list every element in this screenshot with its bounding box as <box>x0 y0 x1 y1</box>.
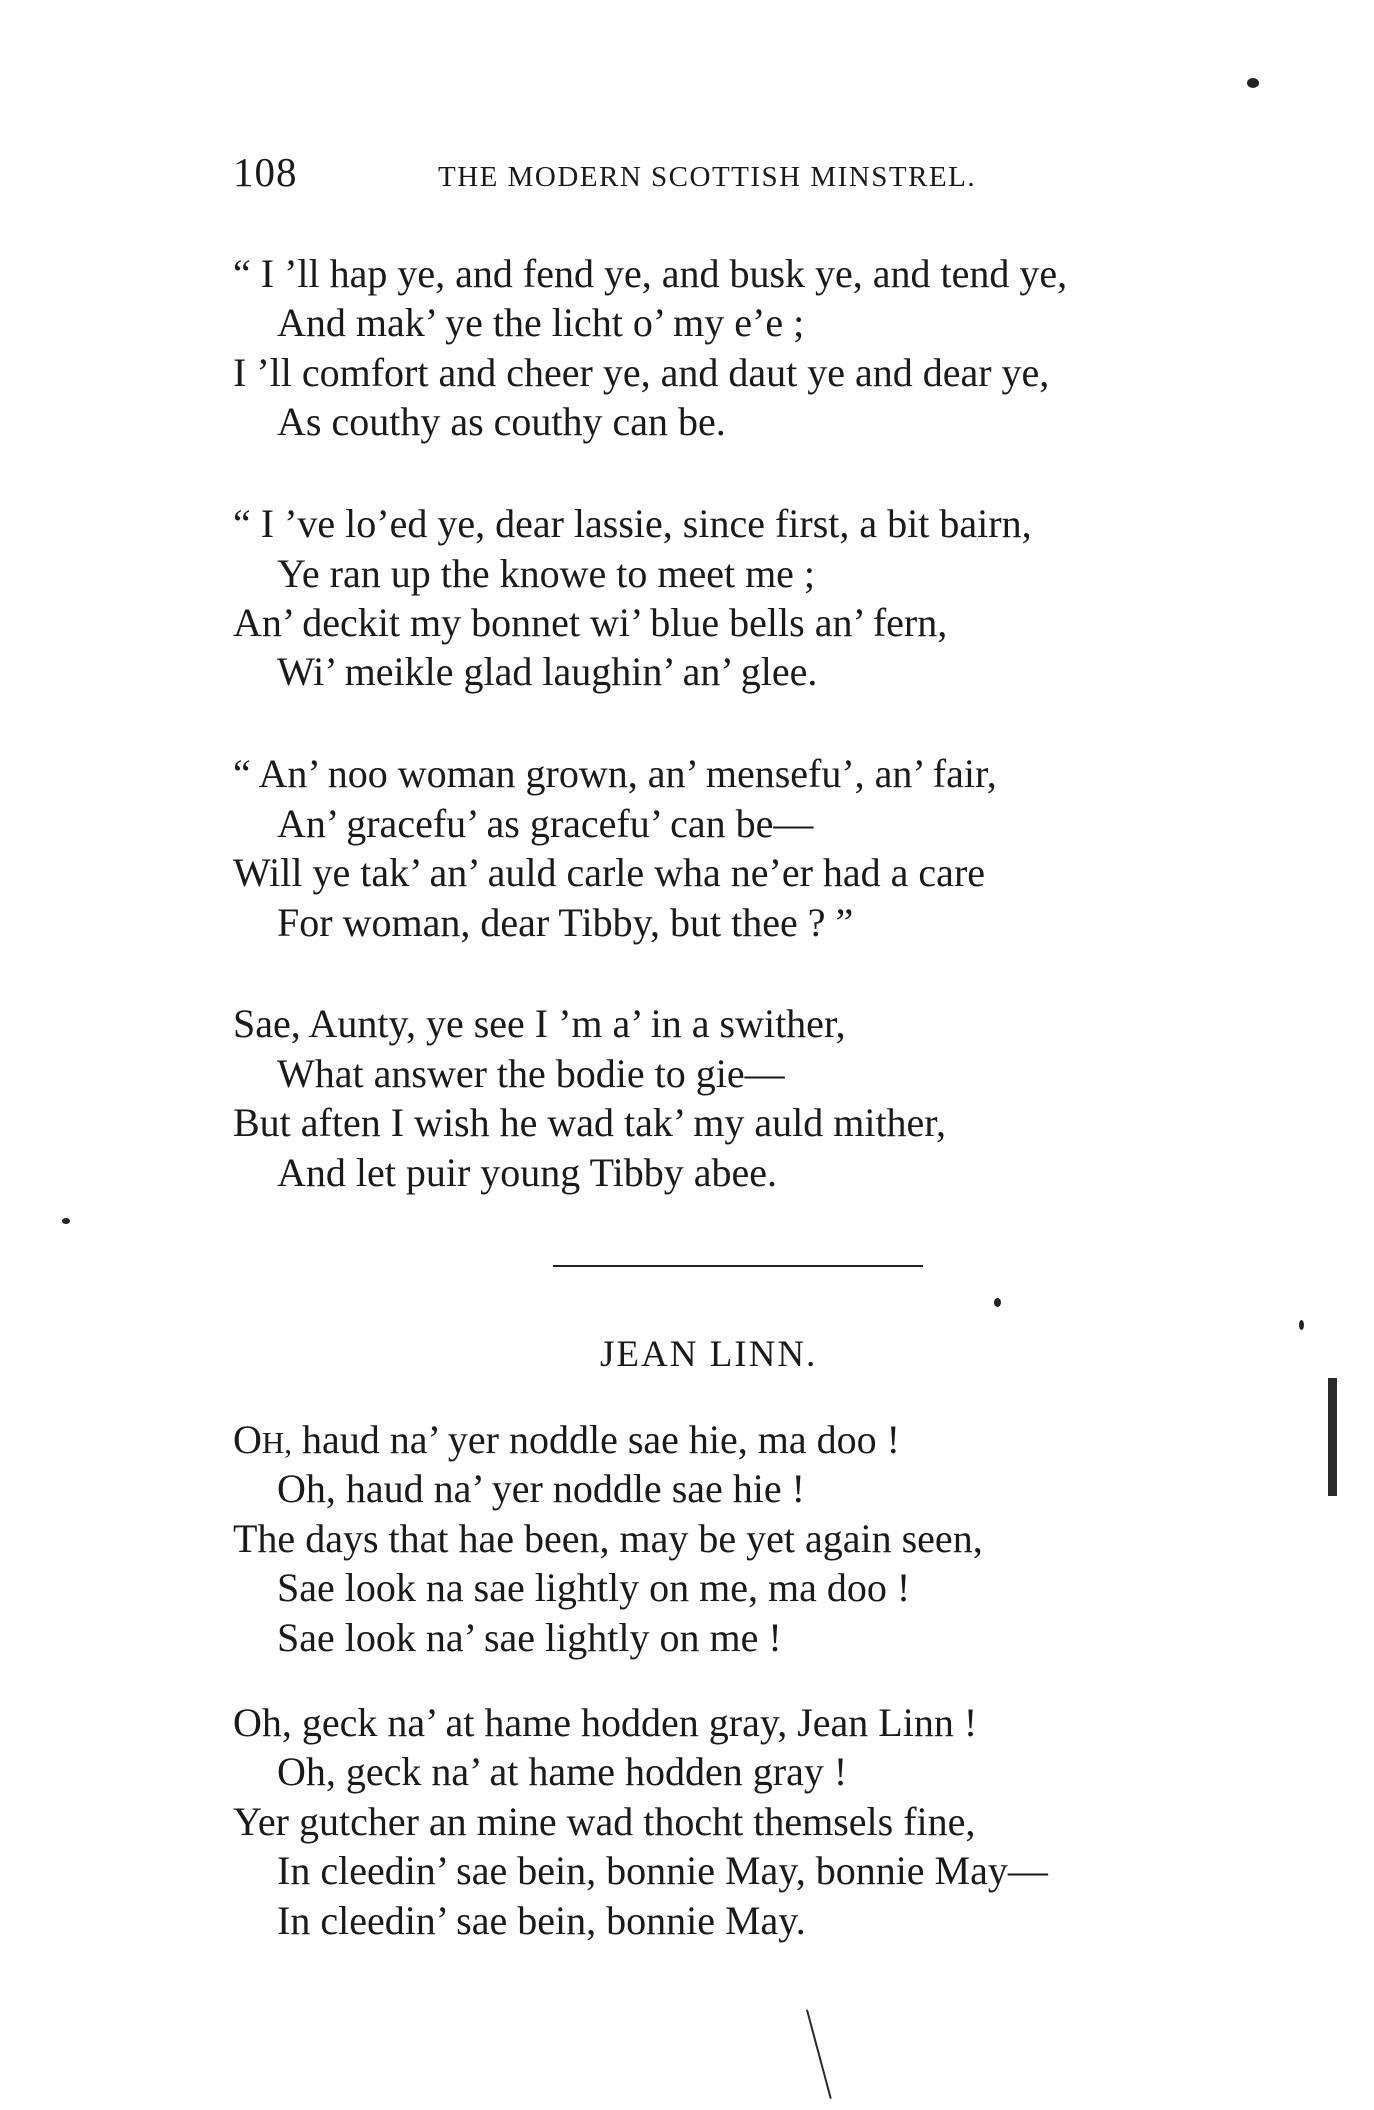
poem-line: For woman, dear Tibby, but thee ? ” <box>277 900 854 945</box>
song-title: JEAN LINN. <box>600 1334 818 1375</box>
page-header <box>233 148 1053 208</box>
poem-line: An’ gracefu’ as gracefu’ can be— <box>277 801 814 846</box>
poem-line: Oh, geck na’ at hame hodden gray ! <box>277 1749 848 1794</box>
small-caps-rest: H, <box>261 1425 293 1460</box>
scan-speck <box>62 1218 70 1224</box>
scan-speck <box>994 1298 1001 1307</box>
poem-line: Wi’ meikle glad laughin’ an’ glee. <box>277 649 818 694</box>
poem-line: Oh, geck na’ at hame hodden gray, Jean Linn ! <box>233 1700 978 1745</box>
poem-line: “ I ’ve lo’ed ye, dear lassie, since first, a bit bairn, <box>233 501 1032 546</box>
poem-line: But aften I wish he wad tak’ my auld mither, <box>233 1100 947 1145</box>
poem-line: Sae, Aunty, ye see I ’m a’ in a swither, <box>233 1001 846 1046</box>
poem-line: The days that hae been, may be yet again seen, <box>233 1516 983 1561</box>
poem-line: And let puir young Tibby abee. <box>277 1150 777 1195</box>
poem-line: In cleedin’ sae bein, bonnie May, bonnie May— <box>277 1848 1048 1893</box>
scan-edge-mark <box>1328 1378 1337 1496</box>
poem-line: Will ye tak’ an’ auld carle wha ne’er had a care <box>233 850 986 895</box>
poem-line: Yer gutcher an mine wad thocht themsels fine, <box>233 1799 976 1844</box>
poem-line: “ An’ noo woman grown, an’ mensefu’, an’ fair, <box>233 751 997 796</box>
poem-line: In cleedin’ sae bein, bonnie May. <box>277 1898 806 1943</box>
running-title: THE MODERN SCOTTISH MINSTREL. <box>438 161 977 193</box>
scan-speck <box>1247 78 1259 88</box>
poem-line: What answer the bodie to gie— <box>277 1051 785 1096</box>
page-number: 108 <box>233 149 298 195</box>
scan-speck <box>1299 1320 1304 1330</box>
scan-stroke <box>806 2009 832 2098</box>
poem-line: As couthy as couthy can be. <box>277 399 726 444</box>
poem-line: An’ deckit my bonnet wi’ blue bells an’ fern, <box>233 600 948 645</box>
poem-line: Ye ran up the knowe to meet me ; <box>277 551 816 596</box>
poem-line: And mak’ ye the licht o’ my e’e ; <box>277 300 805 345</box>
poem-line: Sae look na sae lightly on me, ma doo ! <box>277 1565 911 1610</box>
first-line-remainder: haud na’ yer noddle sae hie, ma doo ! <box>292 1417 900 1462</box>
poem-line: Oh, haud na’ yer noddle sae hie ! <box>277 1466 805 1511</box>
poem-line: I ’ll comfort and cheer ye, and daut ye and dear ye, <box>233 350 1050 395</box>
poem-line: Sae look na’ sae lightly on me ! <box>277 1615 782 1660</box>
poem-line-first <box>233 1416 900 1464</box>
drop-initial: O <box>233 1417 262 1462</box>
section-divider <box>553 1265 923 1267</box>
poem-line: “ I ’ll hap ye, and fend ye, and busk ye, and tend ye, <box>233 251 1068 296</box>
